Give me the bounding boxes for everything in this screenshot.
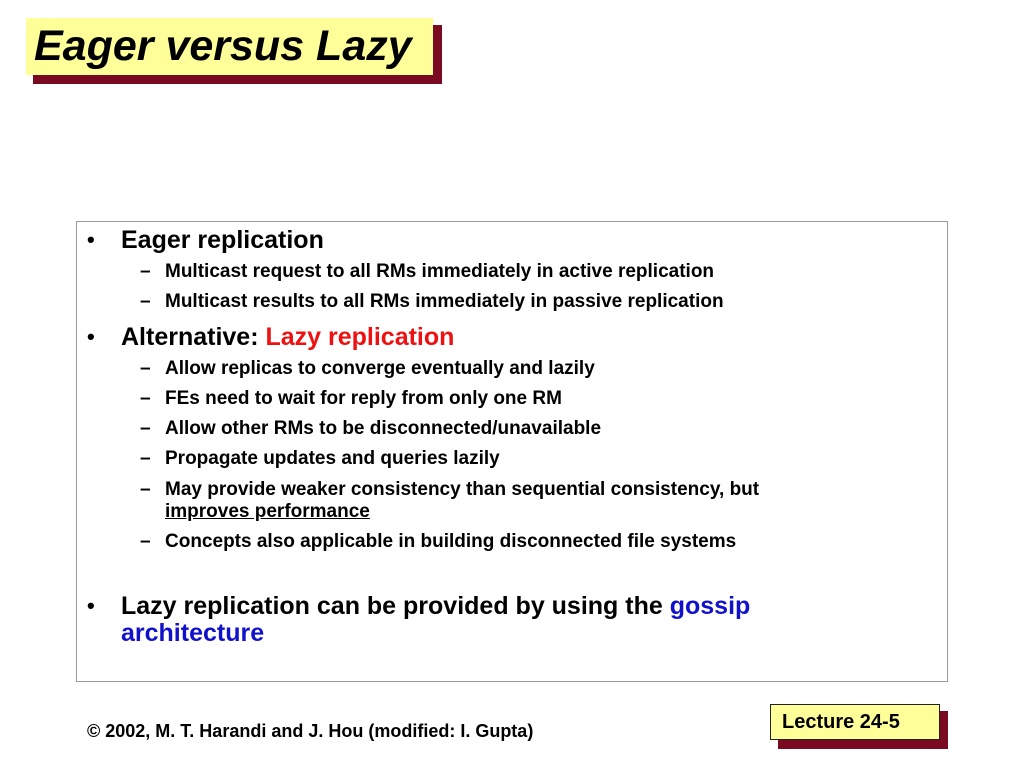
title-box <box>26 18 433 75</box>
bullet-glyph: • <box>87 227 95 252</box>
dash-glyph: – <box>140 291 151 312</box>
sub-item-text: May provide weaker consistency than sequential consistency, but <box>165 479 760 500</box>
sub-item-text: Allow other RMs to be disconnected/unavailable <box>165 418 602 439</box>
bullet-glyph: • <box>87 593 95 618</box>
copyright-footer: © 2002, M. T. Harandi and J. Hou (modified: I. Gupta) <box>87 721 534 741</box>
sub-item <box>140 448 500 470</box>
sub-item <box>140 388 562 410</box>
bullet-text: Alternative: <box>121 323 266 351</box>
sub-item-text: Multicast results to all RMs immediately in passive replication <box>165 291 724 312</box>
sub-item-text: FEs need to wait for reply from only one RM <box>165 388 562 409</box>
slide-title: Eager versus Lazy <box>34 22 412 70</box>
lecture-box <box>770 704 940 740</box>
dash-glyph: – <box>140 479 151 500</box>
dash-glyph: – <box>140 261 151 282</box>
architecture-highlight: architecture <box>121 619 265 647</box>
sub-item <box>140 291 724 313</box>
dash-glyph: – <box>140 418 151 439</box>
bullet-alternative <box>87 323 455 351</box>
bullet-glyph: • <box>87 324 95 349</box>
gossip-highlight: gossip <box>669 592 751 620</box>
dash-glyph: – <box>140 358 151 379</box>
sub-item-text: Multicast request to all RMs immediately in active replication <box>165 261 715 282</box>
sub-item <box>140 479 760 501</box>
dash-glyph: – <box>140 448 151 469</box>
bullet-gossip <box>87 592 751 620</box>
bullet-text: Eager replication <box>121 226 324 254</box>
sub-item <box>140 358 595 380</box>
sub-item-text: Concepts also applicable in building disconnected file systems <box>165 531 737 552</box>
sub-item <box>140 261 715 283</box>
improves-performance-underlined: improves performance <box>165 501 370 522</box>
bullet-gossip-continuation <box>121 619 264 647</box>
sub-item <box>140 418 602 440</box>
sub-item <box>140 531 737 553</box>
lecture-number: Lecture 24-5 <box>782 711 900 733</box>
sub-item-text: Propagate updates and queries lazily <box>165 448 500 469</box>
content-box <box>76 221 948 682</box>
lazy-replication-highlight: Lazy replication <box>265 323 455 351</box>
dash-glyph: – <box>140 388 151 409</box>
sub-item-text: Allow replicas to converge eventually and lazily <box>165 358 595 379</box>
bullet-text: Lazy replication can be provided by using the <box>121 592 670 620</box>
sub-item-continuation <box>165 501 370 523</box>
dash-glyph: – <box>140 531 151 552</box>
bullet-eager-replication <box>87 226 324 254</box>
